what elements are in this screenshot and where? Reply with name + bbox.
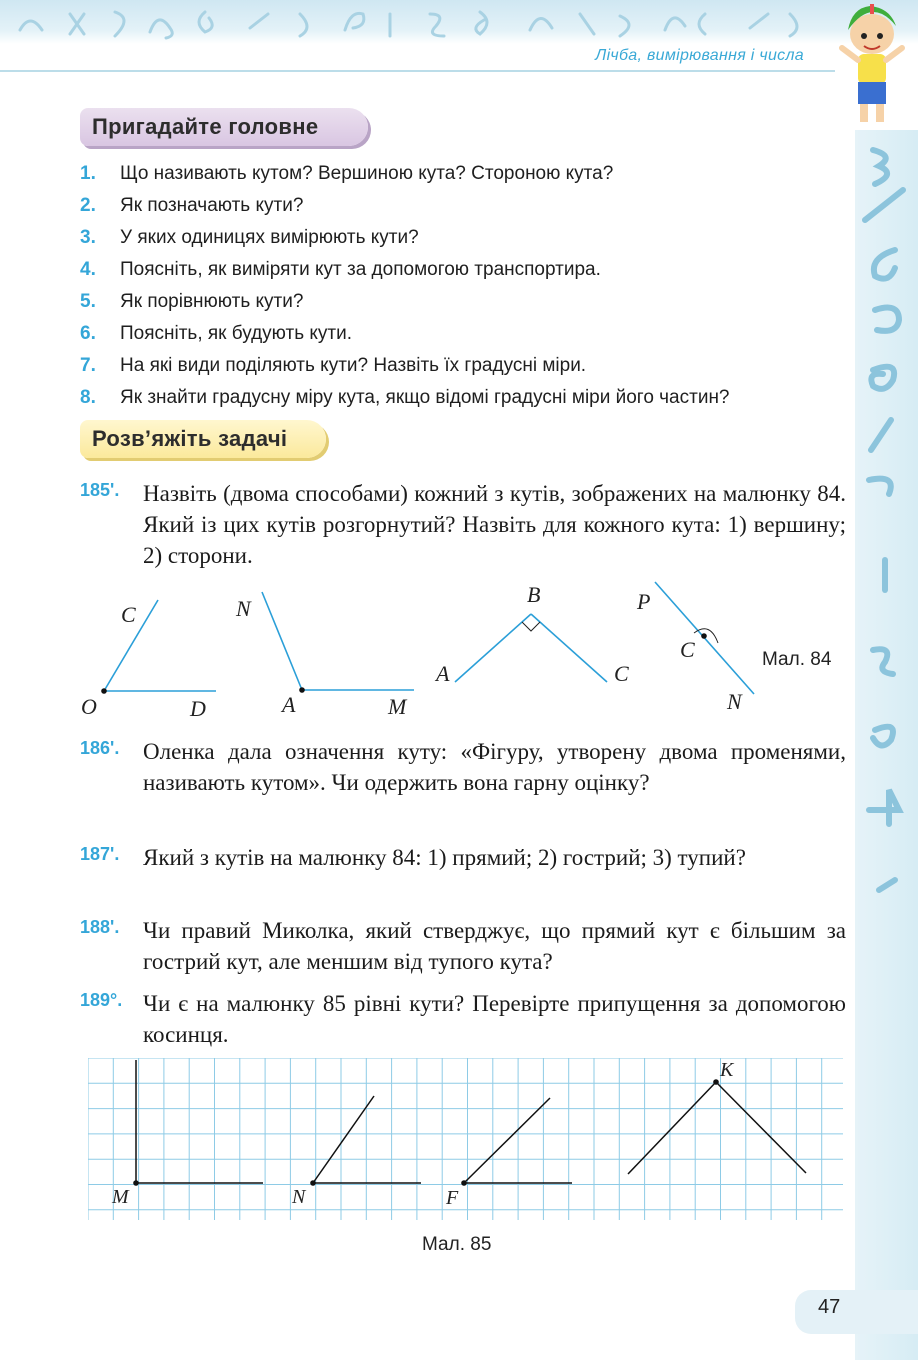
- problem-number: 187'.: [80, 844, 120, 864]
- problem-text: Який з кутів на малюнку 84: 1) прямий; 2) гострий; 3) тупий?: [143, 845, 746, 870]
- section-tab-remember: Пригадайте головне: [80, 108, 368, 146]
- list-item: [80, 318, 730, 350]
- question-text: Поясніть, як будують кути.: [120, 323, 353, 344]
- list-item: [80, 254, 730, 286]
- list-item: [80, 286, 730, 318]
- figure-85-grid: [88, 1058, 843, 1220]
- question-number: 8.: [80, 387, 96, 408]
- point-label: M: [388, 694, 407, 719]
- list-item: [80, 350, 730, 382]
- problem-189: [80, 988, 846, 1050]
- question-number: 6.: [80, 323, 96, 344]
- question-number: 1.: [80, 163, 96, 184]
- section-tab-solve: Розв’яжіть задачі: [80, 420, 326, 458]
- question-number: 7.: [80, 355, 96, 376]
- list-item: [80, 158, 730, 190]
- question-text: На які види поділяють кути? Назвіть їх градусні міри.: [120, 355, 587, 376]
- point-label: F: [446, 1187, 459, 1209]
- numbers-pattern-icon: [0, 0, 918, 44]
- point-label: P: [637, 589, 651, 614]
- point-label: A: [282, 692, 296, 717]
- header-rule: [0, 70, 835, 72]
- side-decorative-strip: [855, 130, 918, 1360]
- question-number: 5.: [80, 291, 96, 312]
- question-number: 3.: [80, 227, 96, 248]
- question-number: 2.: [80, 195, 96, 216]
- question-text: Як позначають кути?: [120, 195, 304, 216]
- point-label: C: [121, 602, 136, 627]
- point-label: C: [680, 637, 695, 662]
- page-number-tab: [795, 1290, 918, 1334]
- point-label: B: [527, 582, 541, 607]
- mascot-boy-icon: [826, 0, 918, 130]
- point-label: K: [720, 1059, 734, 1081]
- review-questions-list: [80, 158, 730, 414]
- list-item: [80, 382, 730, 414]
- list-item: [80, 190, 730, 222]
- point-label: C: [614, 661, 629, 686]
- problem-text: Назвіть (двома способами) кожний з кутів, зображених на малюнку 84. Який із цих кутів розгорнутий? Назвіть для кожного кута: 1) вершину; 2) сторони.: [143, 481, 846, 568]
- problem-number: 186'.: [80, 738, 120, 758]
- problem-text: Чи є на малюнку 85 рівні кути? Перевірте припущення за допомогою косинця.: [143, 991, 846, 1047]
- question-text: У яких одиницях вимірюють кути?: [120, 227, 419, 248]
- problem-number: 185'.: [80, 480, 120, 500]
- figure-caption: Мал. 84: [762, 649, 832, 670]
- point-label: N: [236, 596, 251, 621]
- problem-number: 188'.: [80, 917, 120, 937]
- problem-number: 189°.: [80, 990, 123, 1010]
- figure-caption: Мал. 85: [422, 1234, 492, 1255]
- problem-text: Чи правий Миколка, який стверджує, що прямий кут є більшим за гострий кут, але меншим від тупого кута?: [143, 918, 846, 974]
- question-number: 4.: [80, 259, 96, 280]
- side-numbers-icon: [855, 130, 918, 1360]
- question-text: Поясніть, як виміряти кут за допомогою транспортира.: [120, 259, 601, 280]
- top-decorative-band: [0, 0, 918, 44]
- point-label: M: [112, 1186, 129, 1208]
- page-number: 47: [818, 1296, 841, 1318]
- problem-text: Оленка дала означення куту: «Фігуру, утворену двома променями, називають кутом». Чи одержить вона гарну оцінку?: [143, 739, 846, 795]
- point-label: D: [190, 696, 206, 721]
- question-text: Як порівнюють кути?: [120, 291, 304, 312]
- list-item: [80, 222, 730, 254]
- chapter-title: Лічба, вимірювання і числа: [595, 47, 804, 64]
- point-label: A: [436, 661, 450, 686]
- problem-187: [80, 842, 846, 873]
- question-text: Як знайти градусну міру кута, якщо відомі градусні міри його частин?: [120, 387, 730, 408]
- point-label: N: [292, 1186, 306, 1208]
- problem-185: [80, 478, 846, 571]
- point-label: O: [81, 694, 97, 719]
- problem-188: [80, 915, 846, 977]
- question-text: Що називають кутом? Вершиною кута? Стороною кута?: [120, 163, 614, 184]
- point-label: N: [727, 689, 742, 714]
- problem-186: [80, 736, 846, 798]
